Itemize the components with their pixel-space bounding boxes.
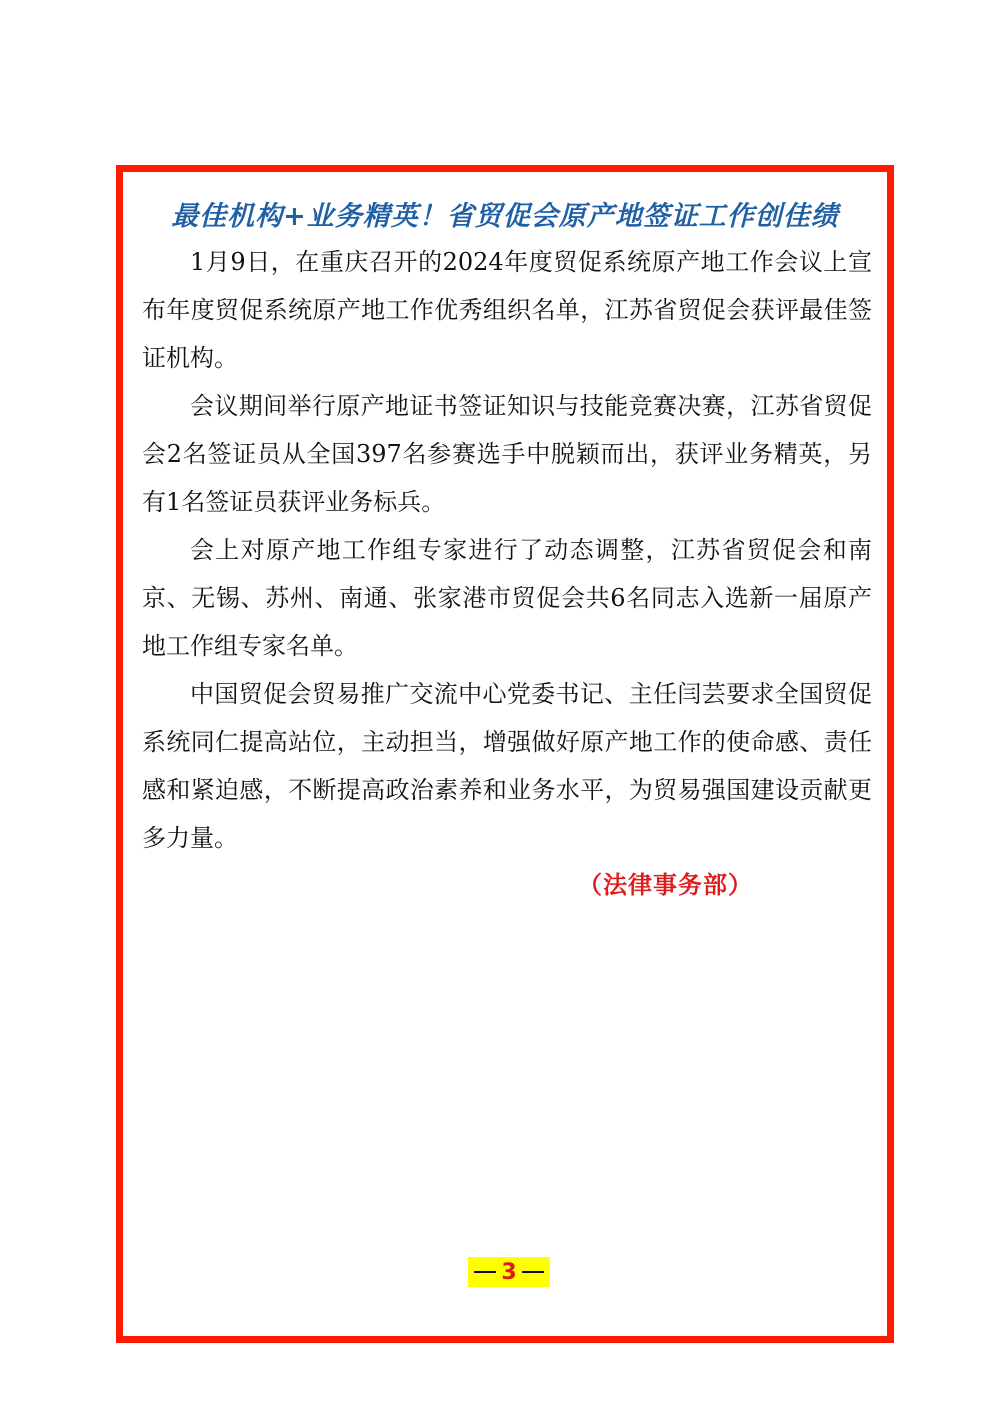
article-body (142, 238, 872, 862)
page-frame (116, 165, 894, 1343)
paragraph-4: 中国贸促会贸易推广交流中心党委书记、主任闫芸要求全国贸促系统同仁提高站位，主动担当，增强做好原产地工作的使命感、责任感和紧迫感，不断提高政治素养和业务水平，为贸易强国建设贡献更多力量。 (142, 680, 872, 852)
right-dash-icon (522, 1271, 544, 1273)
page-number: 3 (501, 1259, 517, 1285)
paragraph-1: 1月9日，在重庆召开的2024年度贸促系统原产地工作会议上宣布年度贸促系统原产地工作优秀组织名单，江苏省贸促会获评最佳签证机构。 (142, 248, 872, 372)
page-number-badge (468, 1257, 550, 1287)
department-signature: （法律事务部） (578, 870, 753, 899)
left-dash-icon (474, 1271, 496, 1273)
paragraph-3: 会上对原产地工作组专家进行了动态调整，江苏省贸促会和南京、无锡、苏州、南通、张家港市贸促会共6名同志入选新一届原产地工作组专家名单。 (142, 536, 872, 660)
paragraph-2: 会议期间举行原产地证书签证知识与技能竞赛决赛，江苏省贸促会2名签证员从全国397名参赛选手中脱颖而出，获评业务精英，另有1名签证员获评业务标兵。 (142, 392, 872, 516)
article-title: 最佳机构+业务精英！省贸促会原产地签证工作创佳绩 (171, 201, 839, 232)
